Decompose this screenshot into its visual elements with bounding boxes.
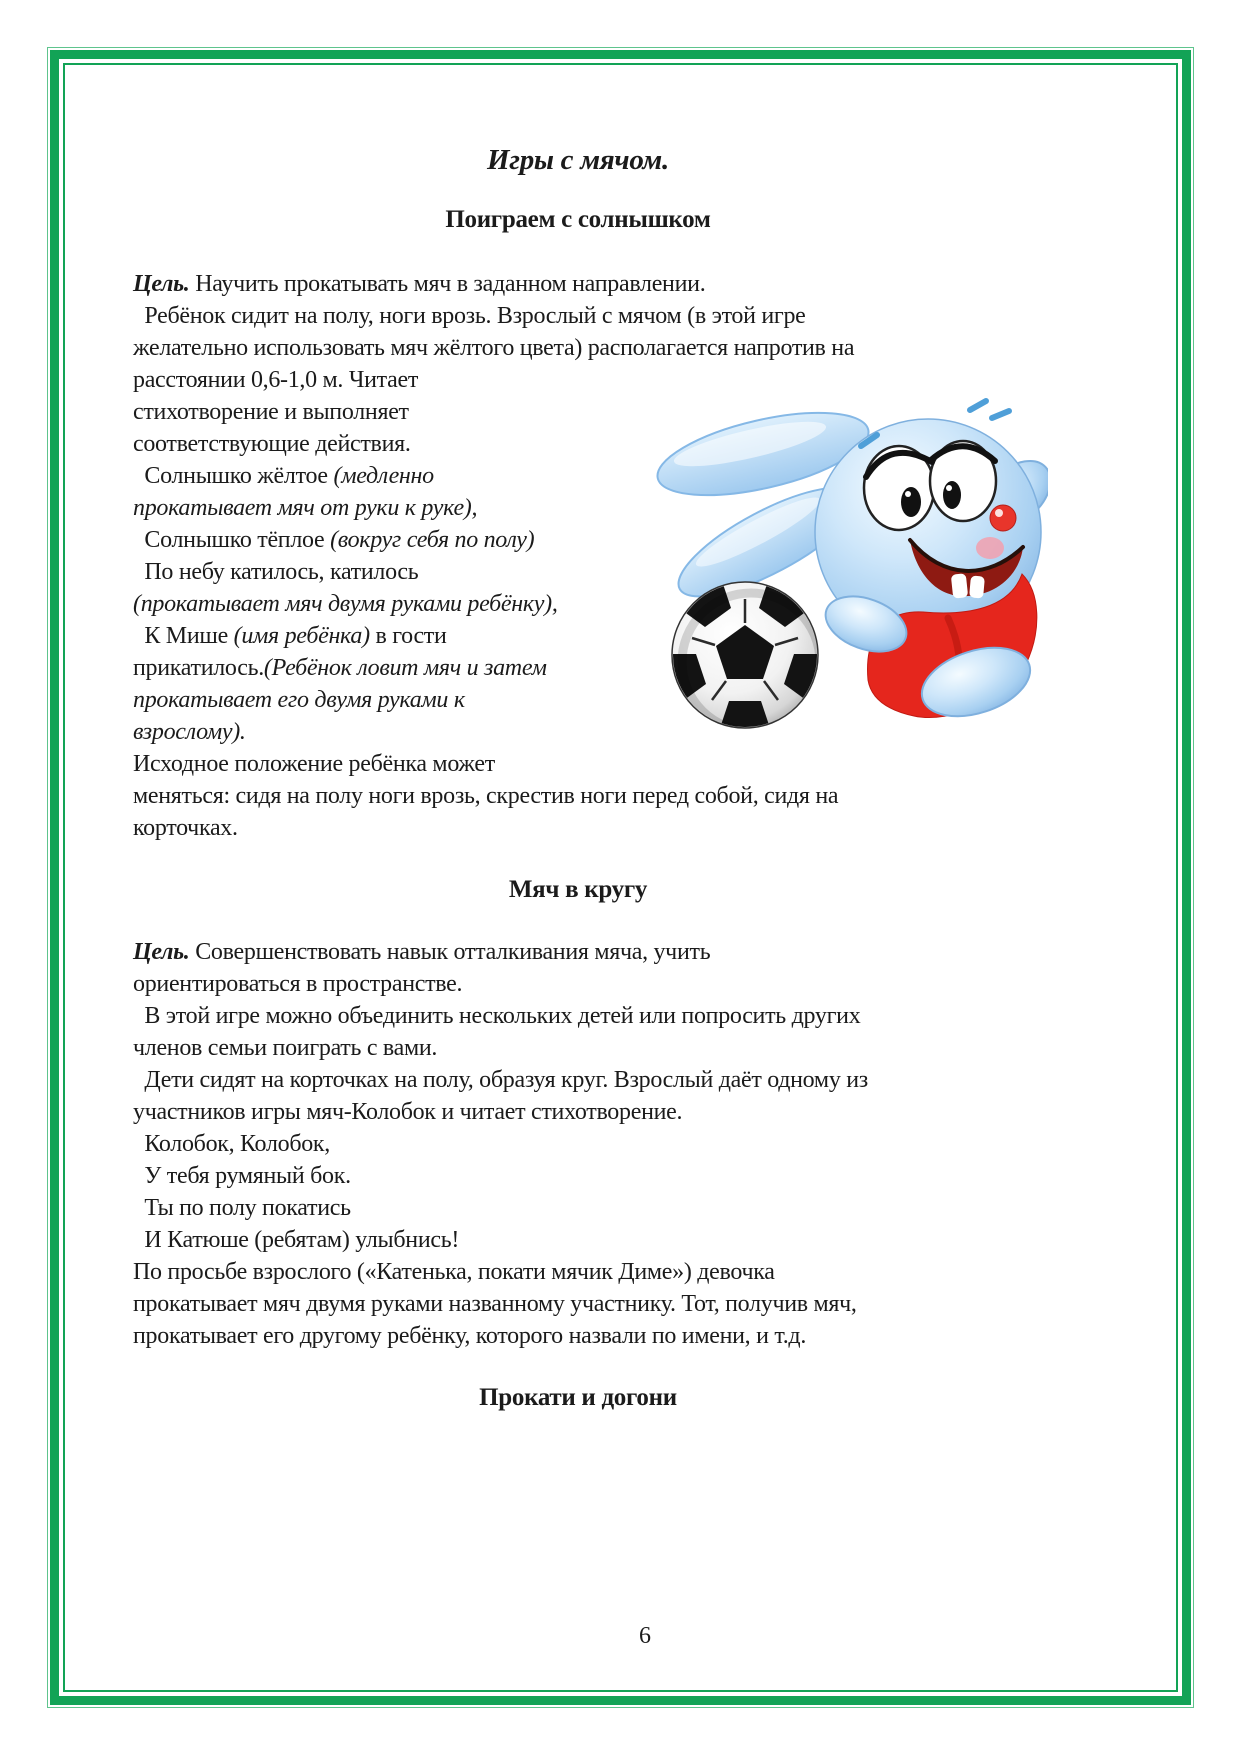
text-line: соответствующие действия. xyxy=(133,431,411,457)
text-line: стихотворение и выполняет xyxy=(133,399,409,425)
text-line: прокатывает мяч от руки к руке), xyxy=(133,495,478,521)
spacer xyxy=(133,180,1023,204)
text-line: участников игры мяч-Колобок и читает стихотворение. xyxy=(133,1099,683,1125)
section-heading-myach-v-krugu: Мяч в кругу xyxy=(508,876,648,903)
text-line: Дети сидят на корточках на полу, образуя круг. Взрослый даёт одному из xyxy=(133,1067,868,1093)
text-line: прокатывает мяч двумя руками названному участнику. Тот, получив мяч, xyxy=(133,1291,857,1317)
text-line: И Катюше (ребятам) улыбнись! xyxy=(133,1227,460,1253)
text-line: расстоянии 0,6-1,0 м. Читает xyxy=(133,367,419,393)
text-line: В этой игре можно объединить нескольких детей или попросить других xyxy=(133,1003,861,1029)
text-line: (прокатывает мяч двумя руками ребёнку), xyxy=(133,591,558,617)
illustration-krosh-and-ball xyxy=(618,382,1048,747)
text-line: Цель. Научить прокатывать мяч в заданном направлении. xyxy=(133,271,706,297)
text-line: Солнышко тёплое (вокруг себя по полу) xyxy=(133,527,535,553)
text-line: ориентироваться в пространстве. xyxy=(133,971,463,997)
text-line: Колобок, Колобок, xyxy=(133,1131,330,1157)
text-line: прокатывает его двумя руками к xyxy=(133,687,465,713)
text-line: Исходное положение ребёнка может xyxy=(133,751,495,777)
text-line: По небу катилось, катилось xyxy=(133,559,419,585)
text-flow xyxy=(133,140,1023,1414)
text-line: членов семьи поиграть с вами. xyxy=(133,1035,438,1061)
spacer xyxy=(133,1352,1023,1382)
text-line: По просьбе взрослого («Катенька, покати мячик Диме») девочка xyxy=(133,1259,775,1285)
spacer xyxy=(133,236,1023,268)
text-line: Ребёнок сидит на полу, ноги врозь. Взрослый с мячом (в этой игре xyxy=(133,303,806,329)
text-line: Ты по полу покатись xyxy=(133,1195,351,1221)
soccer-ball-icon xyxy=(654,578,836,747)
text-line: меняться: сидя на полу ноги врозь, скрестив ноги перед собой, сидя на xyxy=(133,783,839,809)
text-line: желательно использовать мяч жёлтого цвета) располагается напротив на xyxy=(133,335,855,361)
page-number: 6 xyxy=(639,1623,651,1649)
text-line: Цель. Совершенствовать навык отталкивания мяча, учить xyxy=(133,939,711,965)
text-line: корточках. xyxy=(133,815,238,841)
section-heading-prokati-i-dogoni: Прокати и догони xyxy=(479,1384,677,1411)
spacer xyxy=(133,844,1023,874)
text-line: У тебя румяный бок. xyxy=(133,1163,351,1189)
document-title: Игры с мячом. xyxy=(487,144,669,176)
text-line: К Мише (имя ребёнка) в гости xyxy=(133,623,447,649)
text-line: взрослому). xyxy=(133,719,246,745)
section-heading-poigraem-s-solnyshkom: Поиграем с солнышком xyxy=(445,206,711,233)
text-line: Солнышко жёлтое (медленно xyxy=(133,463,434,489)
text-line: прокатывает его другому ребёнку, которого назвали по имени, и т.д. xyxy=(133,1323,807,1349)
text-line: прикатилось.(Ребёнок ловит мяч и затем xyxy=(133,655,547,681)
spacer xyxy=(133,906,1023,936)
